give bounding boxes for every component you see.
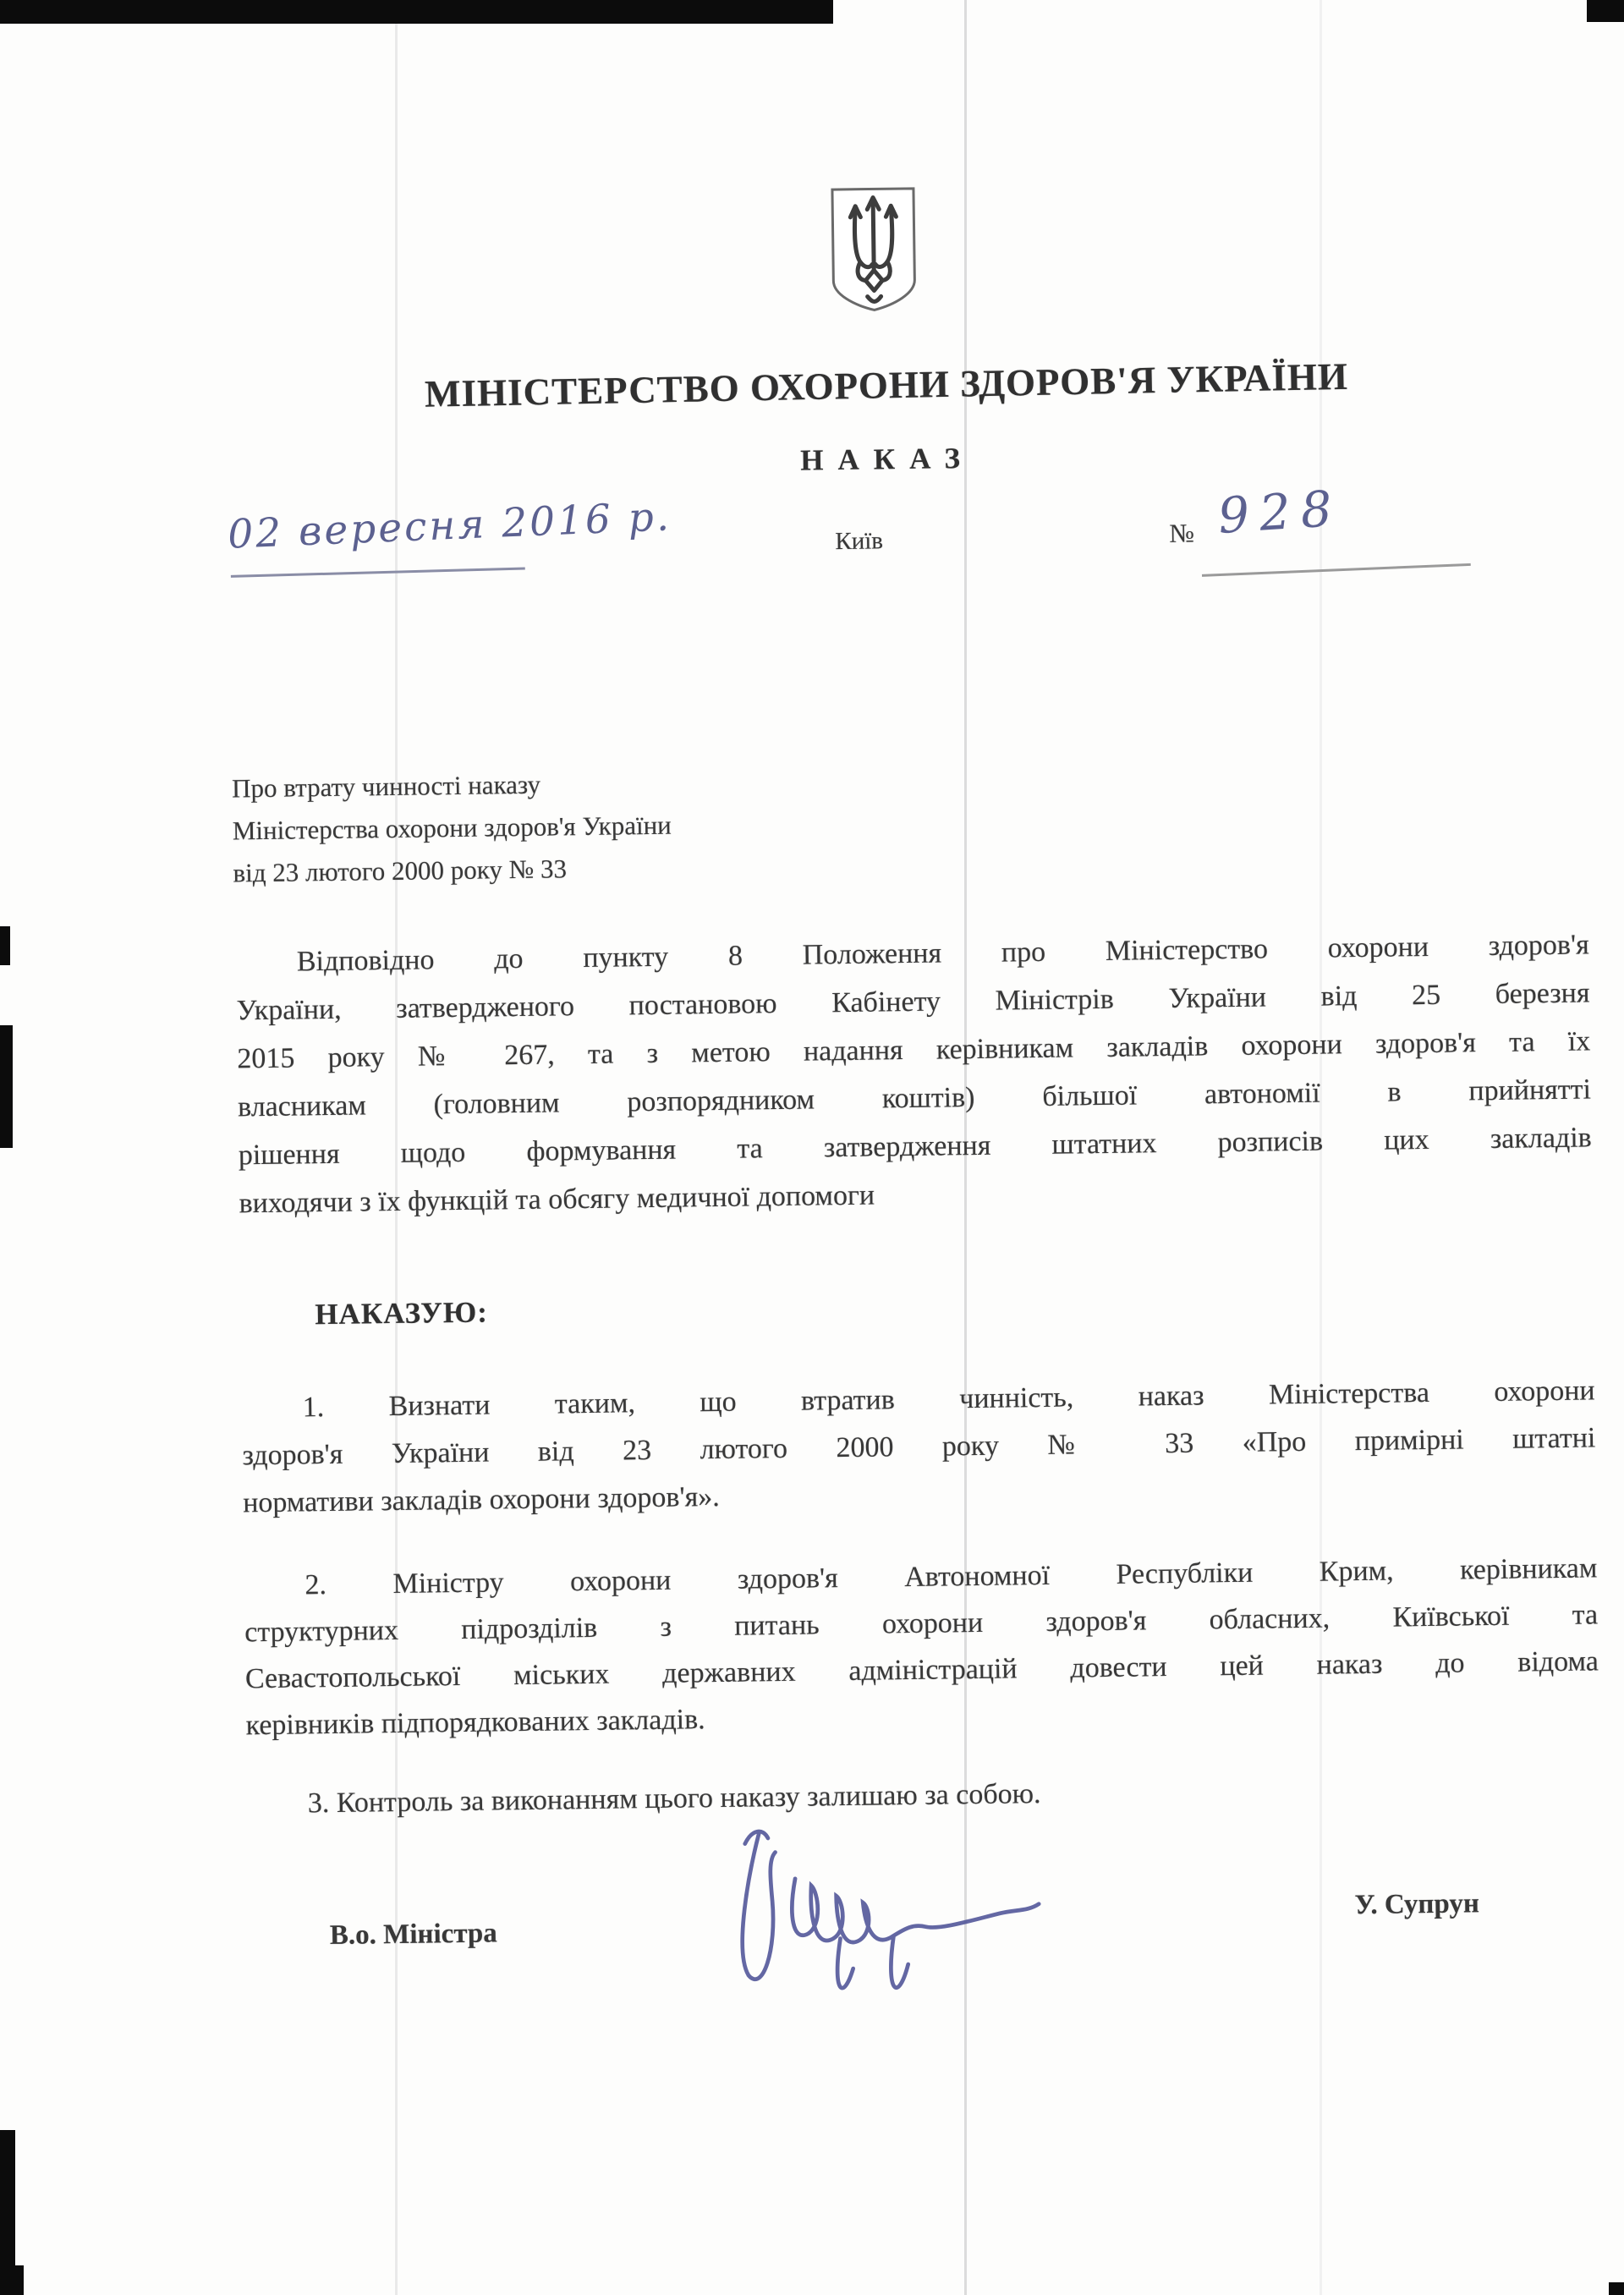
scan-artifact-left-edge	[0, 1025, 13, 1148]
tryzub-emblem-icon	[829, 185, 919, 313]
text-line: Про втрату чинності наказу	[231, 769, 541, 804]
text-line: 2. Міністру охорони здоров'я Автономної Республіки Крим, керівникам	[304, 1552, 1598, 1601]
text-line: 1. Визнати таким, що втратив чинність, наказ Міністерства охорони	[302, 1375, 1595, 1424]
document-type-title: НАКАЗ	[799, 441, 975, 477]
text-line: структурних підрозділів з питань охорони здоров'я обласних, Київської та	[244, 1599, 1599, 1649]
text-line: України, затвердженого постановою Кабінету Міністрів України від 25 березня	[236, 977, 1590, 1027]
text-line: Міністерства охорони здоров'я України	[232, 810, 672, 846]
scan-artifact-bottom-left	[0, 2265, 24, 2295]
signature-ink-icon	[705, 1809, 1063, 2017]
text-line: власникам (головним розпорядником коштів) більшої автономії в прийнятті	[237, 1073, 1592, 1123]
signer-name: У. Супрун	[1354, 1888, 1480, 1921]
signer-position: В.о. Міністра	[329, 1918, 498, 1952]
text-line: керівників підпорядкованих закладів.	[245, 1704, 705, 1742]
scan-artifact-left-edge	[0, 2130, 15, 2270]
text-line: рішення щодо формування та затвердження штатних розписів цих закладів	[238, 1122, 1592, 1172]
subject-block	[232, 762, 672, 895]
scan-artifact-bottom-right	[1609, 2282, 1624, 2295]
date-underline	[231, 567, 525, 577]
preamble-paragraph	[235, 920, 1592, 1227]
text-line: 3. Контроль за виконанням цього наказу залишаю за собою.	[307, 1778, 1041, 1820]
scan-artifact-top-bar	[0, 0, 833, 24]
text-line: нормативи закладів охорони здоров'я».	[242, 1480, 720, 1519]
city-label: Київ	[835, 527, 884, 556]
text-line: від 23 лютого 2000 року № 33	[233, 854, 568, 888]
scan-artifact-left-edge	[0, 926, 10, 965]
text-line: 2015 року № 267, та з метою надання керівникам закладів охорони здоров'я та їх	[237, 1025, 1591, 1075]
scan-artifact-top-right	[1587, 0, 1624, 22]
order-item-1	[241, 1367, 1596, 1527]
text-line: Севастопольської міських державних адміністрацій довести цей наказ до відома	[244, 1645, 1599, 1695]
order-heading: НАКАЗУЮ:	[315, 1295, 489, 1331]
text-line: виходячи з їх функцій та обсягу медичної допомоги	[239, 1179, 875, 1220]
text-line: Відповідно до пункту 8 Положення про Міністерство охорони здоров'я	[296, 929, 1589, 978]
handwritten-order-number: 928	[1215, 479, 1344, 545]
handwritten-date: 02 вересня 2016 р.	[227, 493, 672, 558]
number-label: №	[1169, 518, 1195, 548]
ministry-title: МІНІСТЕРСТВО ОХОРОНИ ЗДОРОВ'Я УКРАЇНИ	[424, 354, 1349, 415]
order-item-2	[244, 1545, 1599, 1749]
text-line: здоров'я України від 23 лютого 2000 року № 33 «Про примірні штатні	[242, 1422, 1596, 1472]
number-underline	[1202, 563, 1471, 577]
